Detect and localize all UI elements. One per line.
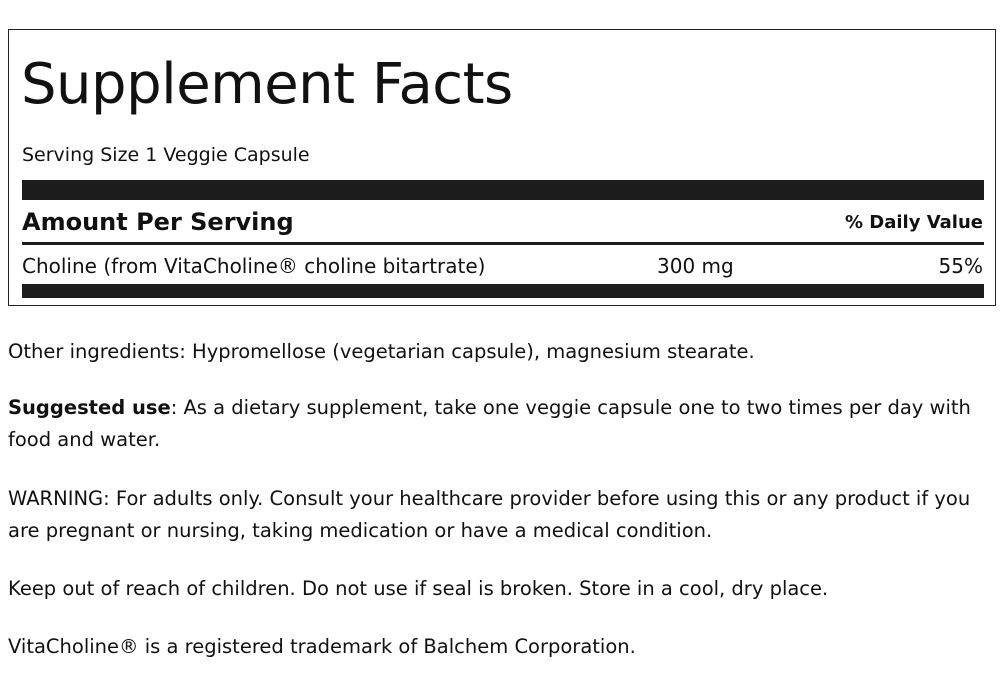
supplement-facts-panel xyxy=(8,29,996,306)
serving-size: Serving Size 1 Veggie Capsule xyxy=(22,144,310,166)
nutrient-name: Choline (from VitaCholine® choline bitartrate) xyxy=(22,254,486,278)
nutrient-amount: 300 mg xyxy=(657,254,734,278)
suggested-use xyxy=(8,392,992,456)
amount-per-serving-header: Amount Per Serving xyxy=(22,208,294,236)
divider-rule xyxy=(22,242,984,245)
other-ingredients: Other ingredients: Hypromellose (vegetarian capsule), magnesium stearate. xyxy=(8,340,755,363)
suggested-use-label: Suggested use xyxy=(8,396,171,419)
warning xyxy=(8,483,992,547)
nutrient-daily-value: 55% xyxy=(938,254,983,278)
warning-text: For adults only. Consult your healthcare provider before using this or any product if you are pregnant or nursing, taking medication or have a medical condition. xyxy=(8,487,971,542)
facts-title: Supplement Facts xyxy=(21,52,513,117)
suggested-use-text: : As a dietary supplement, take one veggie capsule one to two times per day with food and water. xyxy=(8,396,971,451)
daily-value-header: % Daily Value xyxy=(844,212,983,233)
storage-instructions: Keep out of reach of children. Do not use if seal is broken. Store in a cool, dry place. xyxy=(8,577,829,600)
divider-bar-top xyxy=(22,180,984,200)
trademark-notice: VitaCholine® is a registered trademark of Balchem Corporation. xyxy=(8,635,636,658)
warning-label: WARNING: xyxy=(8,487,110,510)
divider-bar-bottom xyxy=(22,284,984,298)
